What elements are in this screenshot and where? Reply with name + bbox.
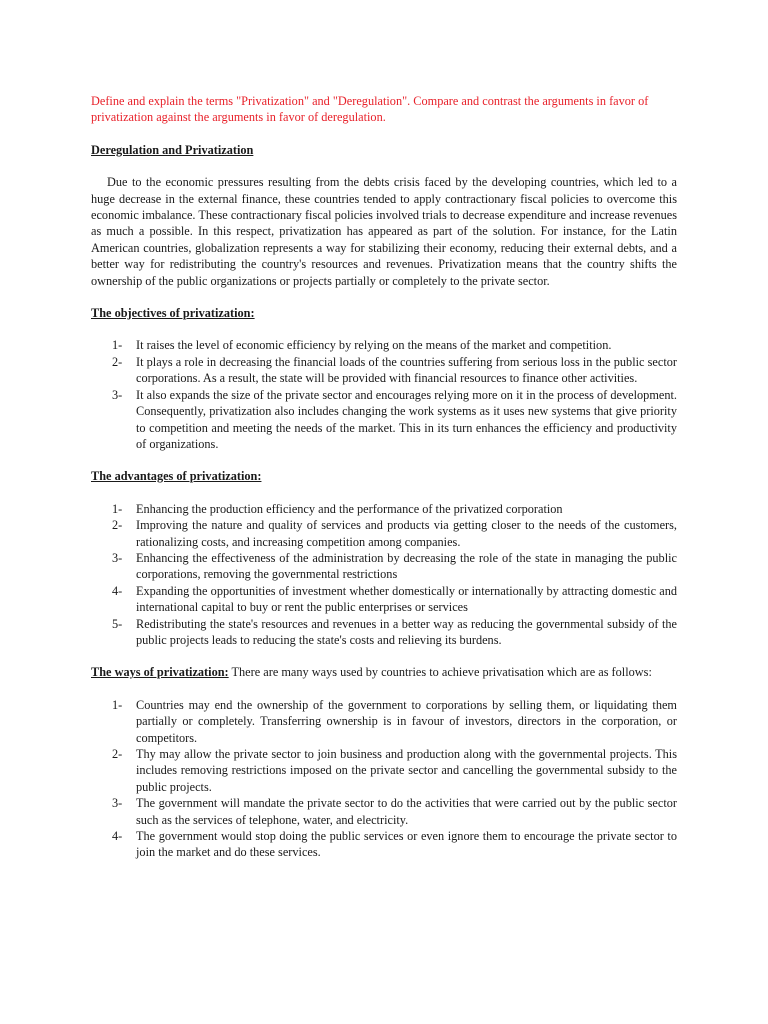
list-number: 3-: [112, 387, 123, 402]
list-number: 3-: [112, 550, 123, 565]
list-number: 1-: [112, 501, 123, 516]
assignment-prompt: Define and explain the terms "Privatization" and "Deregulation". Compare and contrast the arguments in favor of privatization against the arguments in favor of deregulation.: [91, 94, 649, 125]
list-item: [91, 697, 677, 746]
list-text: The government will mandate the private sector to do the activities that were carried out by the public sector such as the services of telephone, water, and electricity.: [136, 796, 677, 827]
list-item: [91, 337, 677, 353]
list-number: 2-: [112, 518, 123, 533]
list-number: 1-: [112, 697, 123, 712]
section-heading-objectives: The objectives of privatization:: [91, 306, 255, 321]
advantages-list: [91, 501, 677, 649]
list-item: [91, 501, 677, 517]
list-text: Enhancing the effectiveness of the administration by decreasing the role of the state in managing the public corporations, removing the governmental restrictions: [136, 550, 677, 582]
list-text: It raises the level of economic efficiency by relying on the means of the market and competition.: [136, 338, 612, 353]
list-item: [91, 550, 677, 583]
list-text: Countries may end the ownership of the government to corporations by selling them, or liquidating them partially or completely. Transferring ownership is in favour of investors, directors in the corporation, or competitors.: [136, 697, 677, 745]
list-number: 4-: [112, 583, 123, 598]
list-item: [91, 795, 677, 828]
list-item: [91, 354, 677, 387]
list-item: [91, 616, 677, 649]
list-text: The government would stop doing the public services or even ignore them to encourage the private sector to join the market and do these services.: [136, 829, 677, 860]
intro-paragraph: Due to the economic pressures resulting from the debts crisis faced by the developing countries, which led to a huge decrease in the external finance, these countries tended to apply contractionary fiscal policies to overcome this economic imbalance. These contractionary fiscal policies involved trials to decrease expenditure and increase revenues as much a possible. In this respect, privatization has appeared as part of the solution. For instance, for the Latin American countries, globalization represents a way for stabilizing their economy, reducing their external debts, and a better way for redistributing the country's resources and revenues. Privatization means that the country shifts the ownership of the public organizations or projects partially or completely to the private sector.: [91, 175, 677, 288]
ways-intro: There are many ways used by countries to achieve privatisation which are as follows:: [231, 665, 652, 680]
list-text: Enhancing the production efficiency and the performance of the privatized corporation: [136, 501, 563, 516]
section-heading-ways: The ways of privatization:: [91, 665, 229, 680]
section-heading-advantages: The advantages of privatization:: [91, 469, 262, 484]
list-item: [91, 517, 677, 550]
list-number: 5-: [112, 616, 123, 631]
list-text: It also expands the size of the private sector and encourages relying more on it in the process of development. Consequently, privatization also includes changing the work systems as it uses new systems that give priority to competition and meeting the needs of the market. This in its turn enhances the efficiency and productivity of organizations.: [136, 387, 677, 451]
list-text: Improving the nature and quality of services and products via getting closer to the needs of the customers, rationalizing costs, and increasing competition among companies.: [136, 518, 677, 549]
ways-list: [91, 697, 677, 861]
list-number: 3-: [112, 796, 123, 811]
ways-paragraph: [91, 664, 677, 680]
list-item: [91, 387, 677, 453]
section-heading-deregulation: Deregulation and Privatization: [91, 142, 254, 157]
list-number: 4-: [112, 829, 123, 844]
objectives-list: [91, 337, 677, 452]
list-number: 2-: [112, 354, 123, 369]
list-item: [91, 828, 677, 861]
list-item: [91, 583, 677, 616]
list-number: 2-: [112, 747, 123, 761]
list-text: It plays a role in decreasing the financial loads of the countries suffering from serious loss in the public sector corporations. As a result, the state will be provided with financial resources to finance other activities.: [136, 354, 677, 386]
list-text: Expanding the opportunities of investment whether domestically or internationally by attracting domestic and international capital to buy or rent the public enterprises or services: [136, 583, 677, 615]
list-item: [91, 746, 677, 795]
list-text: Redistributing the state's resources and revenues in a better way as reducing the governmental subsidy of the public projects leads to reducing the state's costs and relieving its burdens.: [136, 616, 677, 647]
list-number: 1-: [112, 338, 123, 353]
list-text: Thy may allow the private sector to join business and production along with the governmental projects. This includes removing restrictions imposed on the private sector and cancelling the governmental subsidy to the public projects.: [136, 747, 677, 794]
